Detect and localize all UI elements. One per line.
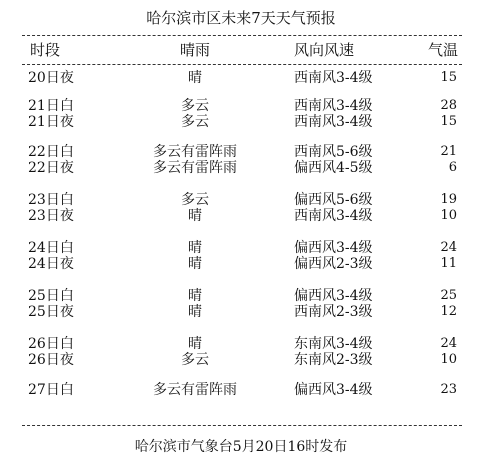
- header-wind: 风向风速: [294, 41, 355, 59]
- weather-cell: 多云: [181, 98, 209, 114]
- period-cell: 24日夜: [28, 256, 74, 272]
- page-title: 哈尔滨市区未来7天天气预报: [146, 9, 336, 27]
- weather-cell: 多云: [181, 192, 209, 208]
- temp-cell: 6: [448, 160, 457, 175]
- header-temp: 气温: [427, 41, 458, 59]
- issue-note: 哈尔滨市气象台5月20日16时发布: [134, 439, 348, 455]
- header-period: 时段: [30, 41, 61, 59]
- period-cell: 26日白: [28, 336, 74, 352]
- wind-cell: 偏西风2-3级: [294, 256, 373, 272]
- temp-cell: 28: [440, 98, 457, 113]
- wind-cell: 东南风2-3级: [294, 352, 373, 368]
- forecast-group: [0, 382, 482, 402]
- table-row: [0, 160, 482, 176]
- forecast-table-body: [0, 70, 482, 402]
- weather-cell: 多云: [181, 352, 209, 368]
- temp-cell: 24: [440, 240, 457, 255]
- weather-cell: 多云: [181, 114, 209, 130]
- temp-cell: 11: [440, 256, 457, 271]
- table-header: [0, 39, 482, 61]
- temp-cell: 15: [440, 70, 457, 85]
- wind-cell: 西南风5-6级: [294, 144, 373, 160]
- period-cell: 21日夜: [28, 114, 74, 130]
- forecast-group: [0, 192, 482, 240]
- table-row: [0, 144, 482, 160]
- header-top-divider: [22, 35, 462, 36]
- forecast-group: [0, 240, 482, 288]
- header-weather: 晴雨: [179, 41, 210, 59]
- period-cell: 27日白: [28, 382, 74, 398]
- wind-cell: 偏西风4-5级: [294, 160, 373, 176]
- wind-cell: 偏西风3-4级: [294, 240, 373, 256]
- table-row: [0, 256, 482, 272]
- table-row: [0, 352, 482, 368]
- temp-cell: 15: [440, 114, 457, 129]
- temp-cell: 24: [440, 336, 457, 351]
- wind-cell: 偏西风3-4级: [294, 382, 373, 398]
- table-row: [0, 240, 482, 256]
- period-cell: 22日夜: [28, 160, 74, 176]
- forecast-group: [0, 98, 482, 144]
- forecast-group: [0, 336, 482, 382]
- wind-cell: 西南风3-4级: [294, 114, 373, 130]
- period-cell: 20日夜: [28, 70, 74, 86]
- table-row: [0, 288, 482, 304]
- header-bottom-divider: [22, 64, 462, 65]
- forecast-group: [0, 70, 482, 98]
- temp-cell: 19: [440, 192, 457, 207]
- period-cell: 24日白: [28, 240, 74, 256]
- weather-cell: 晴: [188, 288, 202, 304]
- table-row: [0, 70, 482, 86]
- period-cell: 26日夜: [28, 352, 74, 368]
- forecast-group: [0, 288, 482, 336]
- table-row: [0, 192, 482, 208]
- wind-cell: 西南风3-4级: [294, 208, 373, 224]
- weather-cell: 晴: [188, 70, 202, 86]
- table-row: [0, 336, 482, 352]
- table-row: [0, 382, 482, 398]
- table-row: [0, 208, 482, 224]
- table-row: [0, 304, 482, 320]
- wind-cell: 西南风3-4级: [294, 70, 373, 86]
- temp-cell: 23: [440, 382, 457, 397]
- period-cell: 22日白: [28, 144, 74, 160]
- weather-cell: 多云有雷阵雨: [153, 160, 237, 176]
- footer-divider: [22, 425, 462, 426]
- temp-cell: 25: [440, 288, 457, 303]
- period-cell: 25日白: [28, 288, 74, 304]
- weather-cell: 晴: [188, 336, 202, 352]
- period-cell: 23日白: [28, 192, 74, 208]
- period-cell: 23日夜: [28, 208, 74, 224]
- weather-cell: 晴: [188, 256, 202, 272]
- weather-cell: 晴: [188, 304, 202, 320]
- weather-cell: 多云有雷阵雨: [153, 144, 237, 160]
- temp-cell: 10: [440, 208, 457, 223]
- temp-cell: 12: [440, 304, 457, 319]
- weather-cell: 多云有雷阵雨: [153, 382, 237, 398]
- wind-cell: 西南风2-3级: [294, 304, 373, 320]
- wind-cell: 东南风3-4级: [294, 336, 373, 352]
- period-cell: 21日白: [28, 98, 74, 114]
- table-row: [0, 114, 482, 130]
- forecast-group: [0, 144, 482, 192]
- table-row: [0, 98, 482, 114]
- weather-cell: 晴: [188, 240, 202, 256]
- period-cell: 25日夜: [28, 304, 74, 320]
- weather-cell: 晴: [188, 208, 202, 224]
- wind-cell: 偏西风3-4级: [294, 288, 373, 304]
- wind-cell: 西南风3-4级: [294, 98, 373, 114]
- temp-cell: 10: [440, 352, 457, 367]
- wind-cell: 偏西风5-6级: [294, 192, 373, 208]
- temp-cell: 21: [440, 144, 457, 159]
